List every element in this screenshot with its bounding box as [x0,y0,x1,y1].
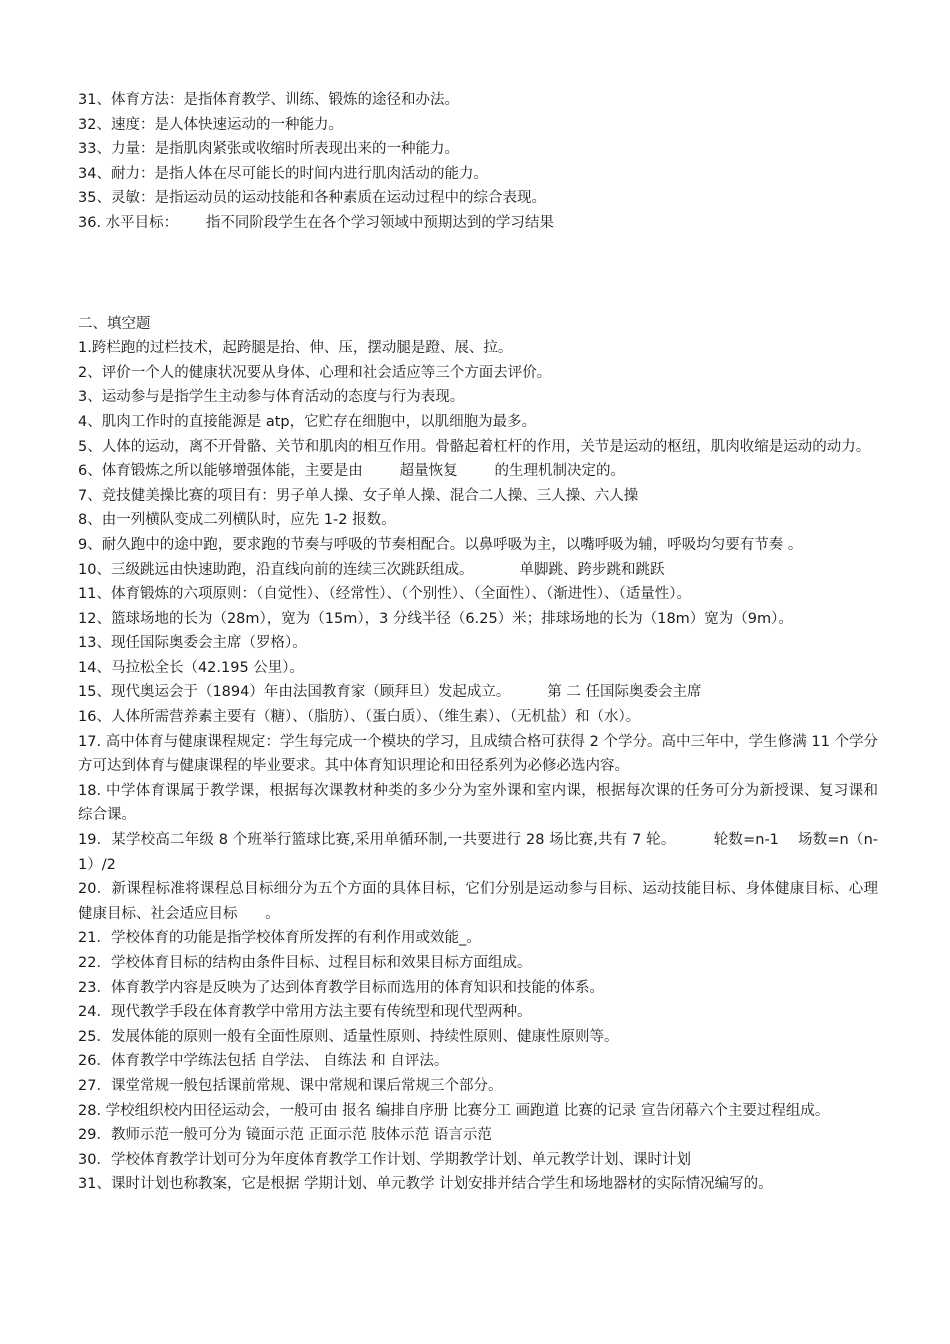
fill-in-item: 17. 高中体育与健康课程规定：学生每完成一个模块的学习，且成绩合格可获得 2 个学分。高中三年中，学生修满 11 个学分方可达到体育与健康课程的毕业要求。其中体育知识理论和田径系列为必修必选内容。 [78,733,878,775]
definition-item: 34、耐力：是指人体在尽可能长的时间内进行肌肉活动的能力。 [78,165,488,182]
fill-in-item: 9、耐久跑中的途中跑，要求跑的节奏与呼吸的节奏相配合。以鼻呼吸为主，以嘴呼吸为辅，呼吸均匀要有节奏 。 [78,536,803,553]
fill-in-item: 28. 学校组织校内田径运动会，一般可由 报名 编排自序册 比赛分工 画跑道 比赛的记录 宣告闭幕六个主要过程组成。 [78,1102,830,1119]
fill-in-item: 26．体育教学中学练法包括 自学法、 自练法 和 自评法。 [78,1053,449,1070]
definition-item: 33、力量：是指肌肉紧张或收缩时所表现出来的一种能力。 [78,141,459,158]
fill-in-item: 20．新课程标准将课程总目标细分为五个方面的具体目标，它们分别是运动参与目标、运动技能目标、身体健康目标、心理健康目标、社会适应目标 。 [78,881,878,922]
fill-in-item: 29．教师示范一般可分为 镜面示范 正面示范 肢体示范 语言示范 [78,1127,492,1144]
fill-in-item: 1.跨栏跑的过栏技术，起跨腿是抬、伸、压，摆动腿是蹬、展、拉。 [78,340,513,357]
fill-in-item: 3、运动参与是指学生主动参与体育活动的态度与行为表现。 [78,389,465,406]
fill-in-item: 7、竞技健美操比赛的项目有：男子单人操、女子单人操、混合二人操、三人操、六人操 [78,487,639,504]
fill-in-item: 22．学校体育目标的结构由条件目标、过程目标和效果目标方面组成。 [78,955,532,971]
fill-in-item: 31、课时计划也称教案，它是根据 学期计划、单元教学 计划安排并结合学生和场地器材的实际情况编写的。 [78,1176,773,1193]
fill-in-item: 10、三级跳远由快速助跑，沿直线向前的连续三次跳跃组成。 单脚跳、跨步跳和跳跃 [78,561,665,578]
fill-in-item: 21．学校体育的功能是指学校体育所发挥的有利作用或效能_。 [78,930,481,947]
fill-in-item: 2、评价一个人的健康状况要从身体、心理和社会适应等三个方面去评价。 [78,364,552,381]
section-title: 二、填空题 [78,315,151,332]
fill-in-item: 30．学校体育教学计划可分为年度体育教学工作计划、学期教学计划、单元教学计划、课时计划 [78,1151,691,1168]
fill-in-item: 16、人体所需营养素主要有（糖）、（脂肪）、（蛋白质）、（维生素）、（无机盐）和（水）。 [78,709,641,726]
fill-in-item: 13、现任国际奥委会主席（罗格）。 [78,635,307,652]
fill-in-item: 6、体育锻炼之所以能够增强体能，主要是由 超量恢复 的生理机制决定的。 [78,463,625,480]
definition-item: 32、速度：是人体快速运动的一种能力。 [78,116,343,133]
document-page [78,88,897,1197]
section-spacer [78,236,878,312]
fill-in-item: 27．课堂常规一般包括课前常规、课中常规和课后常规三个部分。 [78,1077,503,1094]
fill-in-item: 11、体育锻炼的六项原则：（自觉性）、（经常性）、（个别性）、（全面性）、（渐进性）、（适量性）。 [78,586,691,603]
fill-in-item: 14、马拉松全长（42.195 公里）。 [78,659,305,676]
fill-in-item: 25．发展体能的原则一般有全面性原则、适量性原则、持续性原则、健康性原则等。 [78,1028,619,1045]
fill-in-item: 19．某学校高二年级 8 个班举行篮球比赛,采用单循环制,一共要进行 28 场比赛,共有 7 轮。 轮数=n-1 场数=n（n-1）/2 [78,832,878,873]
fill-in-list [78,336,897,1197]
definition-item: 36. 水平目标： 指不同阶段学生在各个学习领域中预期达到的学习结果 [78,214,554,231]
fill-in-item: 23．体育教学内容是反映为了达到体育教学目标而选用的体育知识和技能的体系。 [78,979,604,996]
fill-in-item: 12、篮球场地的长为（28m），宽为（15m），3 分线半径（6.25）米；排球场地的长为（18m）宽为（9m）。 [78,610,793,627]
fill-in-item: 5、人体的运动，离不开骨骼、关节和肌肉的相互作用。骨骼起着杠杆的作用，关节是运动的枢纽，肌肉收缩是运动的动力。 [78,438,871,455]
fill-in-item: 4、肌肉工作时的直接能源是 atp，它贮存在细胞中，以肌细胞为最多。 [78,413,537,430]
definition-item: 31、体育方法：是指体育教学、训练、锻炼的途径和办法。 [78,92,459,108]
definition-item: 35、灵敏：是指运动员的运动技能和各种素质在运动过程中的综合表现。 [78,190,546,207]
fill-in-item: 24．现代教学手段在体育教学中常用方法主要有传统型和现代型两种。 [78,1004,532,1021]
definitions-list [78,88,878,236]
fill-in-item: 15、现代奥运会于（1894）年由法国教育家（顾拜旦）发起成立。 第 二 任国际奥委会主席 [78,684,702,701]
fill-in-item: 8、由一列横队变成二列横队时，应先 1-2 报数。 [78,512,396,529]
fill-in-item: 18. 中学体育课属于教学课，根据每次课教材种类的多少分为室外课和室内课，根据每次课的任务可分为新授课、复习课和 综合课。 [78,782,897,824]
